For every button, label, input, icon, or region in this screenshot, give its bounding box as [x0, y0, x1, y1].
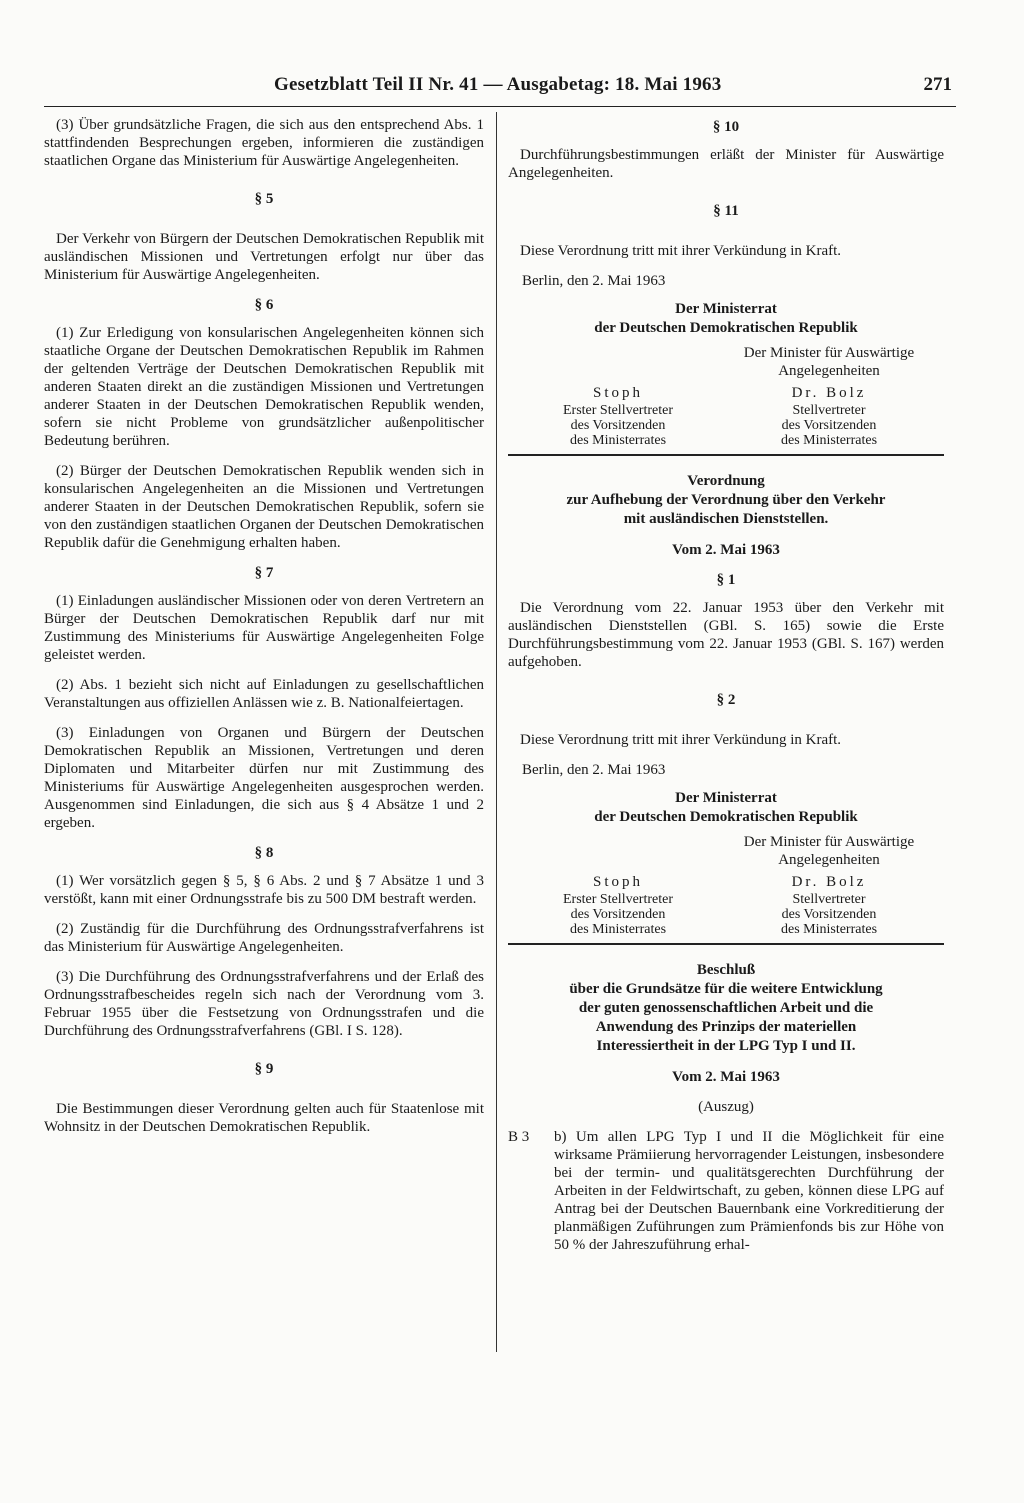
section-10-heading: § 10	[712, 119, 740, 135]
section-8-heading: § 8	[254, 845, 274, 861]
signatory-title-line: des Vorsitzenden	[570, 907, 666, 922]
council-2-line-1: Der Ministerrat	[675, 790, 777, 806]
ordinance-2-heading-line: zur Aufhebung der Verordnung über den Verkehr	[566, 492, 886, 508]
paragraph-s7-3: (3) Einladungen von Organen und Bürgern der Deutschen Demokratischen Republik an Missionen, Vertretungen und deren Diplomaten und Mitarbeiter dürfen nur mit Zustimmung des Ministeriums für Auswärtige Angelegenheiten ausgesprochen werden. Ausgenommen sind Einladungen, die sich aus § 4 Absätze 1 und 2 ergeben.	[44, 725, 484, 831]
ordinance-2-heading	[508, 472, 944, 529]
paragraph-s8-3: (3) Die Durchführung des Ordnungsstrafverfahrens und der Erlaß des Ordnungsstrafbescheides regeln sich nach der Verordnung vom 3. Februar 1955 über die Festsetzung von Ordnungsstrafen und die Durchführung des Ordnungsstrafverfahrens (GBl. I S. 128).	[44, 969, 484, 1039]
signatory-name: Stoph	[592, 385, 643, 401]
place-date-2: Berlin, den 2. Mai 1963	[522, 762, 666, 778]
signatory-title-line: Stellvertreter	[792, 403, 866, 418]
signatory-title-line: Erster Stellvertreter	[562, 403, 673, 418]
item-label: B 3	[508, 1129, 530, 1145]
minister-title-1	[714, 344, 944, 380]
signatory-title-line: Erster Stellvertreter	[562, 892, 673, 907]
resolution-heading-line: Anwendung des Prinzips der materiellen	[595, 1019, 857, 1035]
resolution-heading-line: Interessiertheit in der LPG Typ I und II.	[596, 1038, 856, 1054]
section-7-heading: § 7	[254, 565, 274, 581]
right-column	[508, 116, 944, 1254]
section-11-heading: § 11	[713, 203, 739, 219]
resolution-heading-line: der guten genossenschaftlichen Arbeit und die	[578, 1000, 874, 1016]
paragraph-s11: Diese Verordnung tritt mit ihrer Verkündung in Kraft.	[520, 243, 842, 259]
minister-1-line-1: Der Minister für Auswärtige	[743, 345, 915, 361]
left-column	[44, 116, 484, 1148]
section-9-heading: § 9	[254, 1061, 274, 1077]
council-2	[508, 789, 944, 827]
paragraph-s6-2: (2) Bürger der Deutschen Demokratischen Republik wenden sich in konsularischen Angelegenheiten an die Missionen und Vertretungen anderer Staaten in der Deutschen Demokratischen Republik, sofern sie von den zuständigen staatlichen Organen der Deutschen Demokratischen Republik dafür die Genehmigung erhalten haben.	[44, 463, 484, 551]
ordinance-2-heading-line: Verordnung	[687, 473, 765, 489]
resolution-heading	[508, 961, 944, 1056]
signatory-title-line: des Vorsitzenden	[781, 907, 877, 922]
place-date-1: Berlin, den 2. Mai 1963	[522, 273, 666, 289]
council-1-line-2: der Deutschen Demokratischen Republik	[594, 320, 858, 336]
minister-title-2	[714, 833, 944, 869]
signatory-name: Dr. Bolz	[791, 385, 867, 401]
section-6-heading: § 6	[254, 297, 274, 313]
paragraph-s8-2: (2) Zuständig für die Durchführung des Ordnungsstrafverfahrens ist das Ministerium für Auswärtige Angelegenheiten.	[44, 921, 484, 955]
minister-1-line-2: Angelegenheiten	[778, 363, 880, 379]
paragraph-s9: Die Bestimmungen dieser Verordnung gelten auch für Staatenlose mit Wohnsitz in der Deutschen Demokratischen Republik.	[44, 1101, 484, 1135]
paragraph-s10: Durchführungsbestimmungen erläßt der Minister für Auswärtige Angelegenheiten.	[508, 147, 944, 181]
page-header	[44, 70, 956, 107]
signatory-name: Stoph	[592, 874, 643, 890]
separator-rule-1	[508, 454, 944, 456]
header-title: Gesetzblatt Teil II Nr. 41 — Ausgabetag: 18. Mai 1963	[274, 74, 722, 95]
council-1	[508, 300, 944, 338]
ordinance-2-paragraph-2: Diese Verordnung tritt mit ihrer Verkündung in Kraft.	[520, 732, 842, 748]
ordinance-2-date: Vom 2. Mai 1963	[672, 542, 780, 558]
signatory-title-line: des Ministerrates	[780, 433, 878, 448]
ordinance-2-heading-line: mit ausländischen Dienststellen.	[623, 511, 829, 527]
signatory-2-right	[744, 875, 914, 937]
paragraph-s8-1: (1) Wer vorsätzlich gegen § 5, § 6 Abs. 2 und § 7 Absätze 1 und 3 verstößt, kann mit einer Ordnungsstrafe bis zu 500 DM bestraft werden.	[44, 873, 484, 907]
signatory-name: Dr. Bolz	[791, 874, 867, 890]
signatory-1-right	[744, 386, 914, 448]
page-number: 271	[923, 74, 952, 95]
signatory-title-line: des Ministerrates	[569, 922, 667, 937]
signatory-title-line: des Vorsitzenden	[570, 418, 666, 433]
separator-rule-2	[508, 943, 944, 945]
signatory-title-line: des Vorsitzenden	[781, 418, 877, 433]
ordinance-2-section-1-heading: § 1	[716, 572, 736, 588]
resolution-date: Vom 2. Mai 1963	[672, 1069, 780, 1085]
resolution-heading-line: über die Grundsätze für die weitere Entwicklung	[569, 981, 883, 997]
ordinance-2-section-2-heading: § 2	[716, 692, 736, 708]
section-5-heading: § 5	[254, 191, 274, 207]
ordinance-2-paragraph-1: Die Verordnung vom 22. Januar 1953 über den Verkehr mit ausländischen Dienststellen (GBl. S. 165) sowie die Erste Durchführungsbestimmung vom 22. Januar 1953 (GBl. S. 167) werden aufgehoben.	[508, 600, 944, 670]
signatory-1-left	[528, 386, 708, 448]
signatory-2-left	[528, 875, 708, 937]
signatory-title-line: Stellvertreter	[792, 892, 866, 907]
minister-2-line-2: Angelegenheiten	[778, 852, 880, 868]
resolution-item-b3	[508, 1128, 944, 1254]
paragraph-s7-2: (2) Abs. 1 bezieht sich nicht auf Einladungen zu gesellschaftlichen Veranstaltungen aus offiziellen Anlässen wie z. B. Nationalfeiertagen.	[44, 677, 484, 711]
council-1-line-1: Der Ministerrat	[675, 301, 777, 317]
resolution-heading-line: Beschluß	[696, 962, 756, 978]
signatory-title-line: des Ministerrates	[569, 433, 667, 448]
signatory-title-line: des Ministerrates	[780, 922, 878, 937]
paragraph-s6-1: (1) Zur Erledigung von konsularischen Angelegenheiten können sich staatliche Organe der Deutschen Demokratischen Republik im Rahmen der geltenden Verträge der Deutschen Demokratischen Republik mit anderen Staaten direkt an die zuständigen Missionen und Vertretungen anderer Staaten in der Deutschen Demokratischen Republik wenden, sofern sie nicht Probleme von grundsätzlicher außenpolitischer Bedeutung berühren.	[44, 325, 484, 449]
paragraph-s7-1: (1) Einladungen ausländischer Missionen oder von deren Vertretern an Bürger der Deutschen Demokratischen Republik darf nur mit Zustimmung des Ministeriums für Auswärtige Angelegenheiten Folge geleistet werden.	[44, 593, 484, 663]
item-text: b) Um allen LPG Typ I und II die Möglichkeit für eine wirksame Prämiierung hervorragender Leistungen, insbesondere bei der termin- und qualitätsgerechten Durchführung der Arbeiten in der Feldwirtschaft, zu geben, können diese LPG auf Antrag bei der Deutschen Bauernbank eine Vorkreditierung der planmäßigen Zuführungen zum Prämienfonds bis zur Höhe von 50 % der Jahreszuführung erhal-	[554, 1129, 944, 1253]
paragraph-s4-3: (3) Über grundsätzliche Fragen, die sich aus den entsprechend Abs. 1 stattfindenden Besprechungen ergeben, informieren die zuständigen staatlichen Organe das Ministerium für Auswärtige Angelegenheiten.	[44, 117, 484, 169]
council-2-line-2: der Deutschen Demokratischen Republik	[594, 809, 858, 825]
column-divider	[496, 112, 497, 1352]
resolution-extract-note: (Auszug)	[698, 1099, 754, 1115]
signature-block-1	[508, 344, 944, 448]
signature-block-2	[508, 833, 944, 937]
paragraph-s5: Der Verkehr von Bürgern der Deutschen Demokratischen Republik mit ausländischen Missionen und Vertretungen erfolgt nur über das Ministerium für Auswärtige Angelegenheiten.	[44, 231, 484, 283]
minister-2-line-1: Der Minister für Auswärtige	[743, 834, 915, 850]
